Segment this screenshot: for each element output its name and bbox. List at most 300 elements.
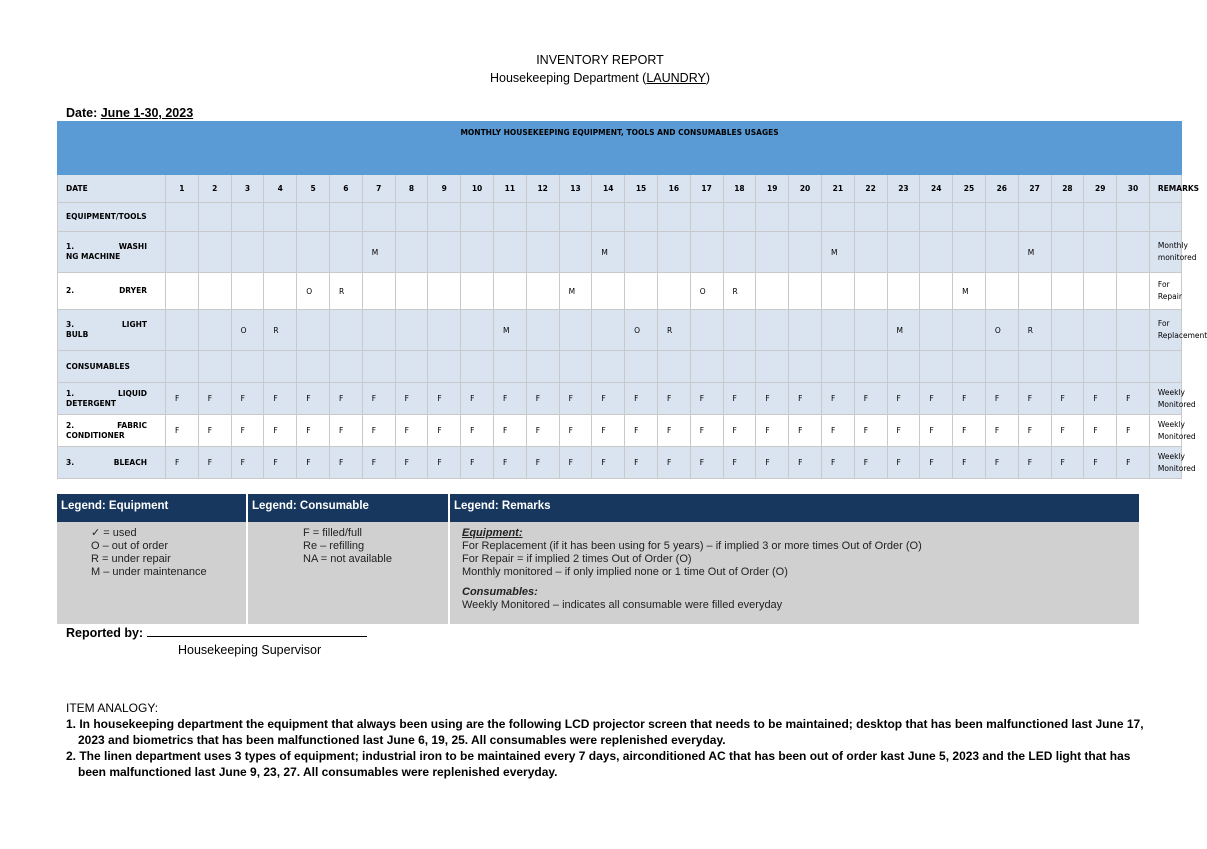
day-mark: F bbox=[723, 415, 756, 447]
table-row bbox=[58, 232, 1182, 273]
date-row bbox=[58, 175, 1182, 203]
day-mark bbox=[854, 310, 887, 351]
day-header: 14 bbox=[592, 175, 625, 203]
day-mark: F bbox=[493, 415, 526, 447]
day-header: 26 bbox=[985, 175, 1018, 203]
legend-equipment-title: Legend: Equipment bbox=[57, 494, 246, 522]
day-mark bbox=[789, 232, 822, 273]
day-mark: F bbox=[297, 447, 330, 479]
legend-item: For Repair = if implied 2 times Out of Order (O) bbox=[462, 553, 692, 565]
table-row bbox=[58, 447, 1182, 479]
day-mark: R bbox=[329, 273, 362, 310]
day-mark: F bbox=[657, 447, 690, 479]
day-mark: F bbox=[985, 383, 1018, 415]
day-mark bbox=[297, 232, 330, 273]
day-mark: F bbox=[559, 383, 592, 415]
legend-item: R = under repair bbox=[91, 553, 171, 565]
day-mark bbox=[329, 310, 362, 351]
day-mark: O bbox=[231, 310, 264, 351]
day-mark: F bbox=[297, 415, 330, 447]
day-header: 4 bbox=[264, 175, 297, 203]
day-mark bbox=[690, 310, 723, 351]
day-cell bbox=[690, 203, 723, 232]
day-mark: F bbox=[953, 447, 986, 479]
day-mark: F bbox=[985, 415, 1018, 447]
day-mark: F bbox=[1084, 415, 1117, 447]
day-cell bbox=[1117, 203, 1150, 232]
day-mark: R bbox=[657, 310, 690, 351]
legend-item: Weekly Monitored – indicates all consumable were filled everyday bbox=[462, 599, 783, 611]
day-header: 9 bbox=[428, 175, 461, 203]
day-mark: F bbox=[887, 383, 920, 415]
day-mark: F bbox=[461, 383, 494, 415]
day-mark bbox=[690, 232, 723, 273]
day-mark bbox=[297, 310, 330, 351]
day-mark bbox=[920, 310, 953, 351]
day-mark bbox=[920, 273, 953, 310]
day-mark: F bbox=[756, 415, 789, 447]
day-mark: F bbox=[756, 447, 789, 479]
day-mark bbox=[723, 310, 756, 351]
legend-consumable-title: Legend: Consumable bbox=[246, 494, 448, 522]
day-mark bbox=[854, 273, 887, 310]
day-header: 6 bbox=[329, 175, 362, 203]
item-name: 1. WASHI NG MACHINE bbox=[58, 232, 166, 273]
table-row bbox=[58, 273, 1182, 310]
day-mark bbox=[1117, 232, 1150, 273]
day-mark: F bbox=[264, 383, 297, 415]
day-mark bbox=[789, 273, 822, 310]
day-header: 12 bbox=[526, 175, 559, 203]
day-mark: R bbox=[723, 273, 756, 310]
day-cell bbox=[625, 351, 658, 383]
day-header: 8 bbox=[395, 175, 428, 203]
reported-by: Reported by: bbox=[66, 625, 367, 640]
day-mark: F bbox=[1018, 447, 1051, 479]
day-cell bbox=[428, 351, 461, 383]
day-mark: F bbox=[887, 447, 920, 479]
day-cell bbox=[756, 203, 789, 232]
day-mark bbox=[231, 273, 264, 310]
remark-cell bbox=[1149, 203, 1181, 232]
day-header: 11 bbox=[493, 175, 526, 203]
day-cell bbox=[362, 203, 395, 232]
item-name: 3. BLEACH bbox=[58, 447, 166, 479]
day-mark: F bbox=[690, 447, 723, 479]
day-cell bbox=[821, 351, 854, 383]
legend-item: For Replacement (if it has been using for 5 years) – if implied 3 or more times Out of Order (O) bbox=[462, 540, 922, 552]
day-cell bbox=[953, 351, 986, 383]
day-mark bbox=[1084, 310, 1117, 351]
day-mark: F bbox=[493, 447, 526, 479]
day-mark: F bbox=[985, 447, 1018, 479]
day-mark: F bbox=[166, 383, 199, 415]
analogy-item: 2. The linen department uses 3 types of equipment; industrial iron to be maintained every 7 days, airconditioned AC that has been out of order kast June 5, 2023 and the LED light that has been malfunctioned last June 9, 23, 27. All consumables were replenished everyday. bbox=[66, 749, 1131, 779]
day-mark: F bbox=[1018, 415, 1051, 447]
day-mark: F bbox=[723, 447, 756, 479]
day-mark: F bbox=[690, 383, 723, 415]
day-mark bbox=[1018, 273, 1051, 310]
day-mark bbox=[198, 310, 231, 351]
legend-item: Re – refilling bbox=[303, 540, 365, 552]
day-mark bbox=[1051, 273, 1084, 310]
equipment-section-row bbox=[58, 203, 1182, 232]
legend-item: Monthly monitored – if only implied none or 1 time Out of Order (O) bbox=[462, 566, 788, 578]
remark-cell: Weekly Monitored bbox=[1149, 383, 1181, 415]
day-mark bbox=[362, 273, 395, 310]
day-mark bbox=[1117, 273, 1150, 310]
day-mark: F bbox=[395, 383, 428, 415]
day-mark: F bbox=[1051, 383, 1084, 415]
legend-remarks-list bbox=[448, 522, 1139, 624]
day-mark: F bbox=[362, 415, 395, 447]
day-mark: F bbox=[428, 383, 461, 415]
day-header: 22 bbox=[854, 175, 887, 203]
day-header: 30 bbox=[1117, 175, 1150, 203]
day-mark: F bbox=[625, 383, 658, 415]
day-header: 25 bbox=[953, 175, 986, 203]
day-mark: F bbox=[854, 447, 887, 479]
day-mark bbox=[789, 310, 822, 351]
day-cell bbox=[625, 203, 658, 232]
row-label: EQUIPMENT/TOOLS bbox=[58, 203, 166, 232]
day-header: 2 bbox=[198, 175, 231, 203]
day-mark: F bbox=[953, 415, 986, 447]
legend-remarks-title: Legend: Remarks bbox=[448, 494, 1139, 522]
day-mark bbox=[493, 273, 526, 310]
day-mark: F bbox=[362, 383, 395, 415]
day-mark bbox=[887, 273, 920, 310]
legend-remarks-equipment-head: Equipment: bbox=[462, 527, 523, 539]
day-mark: F bbox=[1117, 447, 1150, 479]
table-row bbox=[58, 415, 1182, 447]
day-mark: O bbox=[985, 310, 1018, 351]
day-mark bbox=[166, 232, 199, 273]
day-mark: F bbox=[1051, 415, 1084, 447]
legend-consumable-list bbox=[246, 522, 448, 624]
consumables-section-row bbox=[58, 351, 1182, 383]
day-mark: F bbox=[625, 415, 658, 447]
day-mark: F bbox=[329, 415, 362, 447]
day-mark: R bbox=[264, 310, 297, 351]
day-mark bbox=[526, 232, 559, 273]
legend-equipment-list bbox=[57, 522, 246, 624]
day-mark bbox=[428, 232, 461, 273]
day-mark bbox=[362, 310, 395, 351]
day-cell bbox=[920, 203, 953, 232]
remark-cell bbox=[1149, 351, 1181, 383]
day-mark: F bbox=[395, 447, 428, 479]
day-mark: F bbox=[1117, 415, 1150, 447]
day-mark: F bbox=[264, 415, 297, 447]
day-mark bbox=[756, 310, 789, 351]
day-cell bbox=[297, 203, 330, 232]
day-cell bbox=[329, 351, 362, 383]
day-mark bbox=[526, 310, 559, 351]
day-header: 17 bbox=[690, 175, 723, 203]
report-title: INVENTORY REPORT bbox=[536, 53, 664, 67]
day-mark bbox=[264, 232, 297, 273]
day-cell bbox=[854, 351, 887, 383]
day-cell bbox=[166, 203, 199, 232]
table-row bbox=[58, 383, 1182, 415]
day-cell bbox=[428, 203, 461, 232]
day-mark: F bbox=[789, 447, 822, 479]
day-mark: F bbox=[1051, 447, 1084, 479]
legend-item: ✓ = used bbox=[91, 527, 137, 539]
day-mark bbox=[953, 310, 986, 351]
day-mark: M bbox=[592, 232, 625, 273]
day-header: 29 bbox=[1084, 175, 1117, 203]
day-mark: F bbox=[526, 415, 559, 447]
day-mark: F bbox=[657, 415, 690, 447]
day-cell bbox=[1018, 351, 1051, 383]
day-cell bbox=[395, 203, 428, 232]
remark-cell: Monthly monitored bbox=[1149, 232, 1181, 273]
day-mark: F bbox=[592, 383, 625, 415]
legend-remarks-consumables-head: Consumables: bbox=[462, 586, 538, 598]
item-name: 1. LIQUID DETERGENT bbox=[58, 383, 166, 415]
day-mark: M bbox=[362, 232, 395, 273]
day-header: 23 bbox=[887, 175, 920, 203]
day-cell bbox=[395, 351, 428, 383]
day-mark bbox=[625, 232, 658, 273]
day-mark: F bbox=[329, 447, 362, 479]
day-mark: F bbox=[166, 447, 199, 479]
day-mark: O bbox=[625, 310, 658, 351]
day-mark: M bbox=[821, 232, 854, 273]
day-header: 20 bbox=[789, 175, 822, 203]
day-mark: F bbox=[166, 415, 199, 447]
day-mark: F bbox=[264, 447, 297, 479]
day-header: 13 bbox=[559, 175, 592, 203]
day-mark bbox=[1051, 232, 1084, 273]
day-cell bbox=[329, 203, 362, 232]
day-mark bbox=[1117, 310, 1150, 351]
day-mark: M bbox=[953, 273, 986, 310]
day-mark: O bbox=[690, 273, 723, 310]
table-row bbox=[58, 310, 1182, 351]
day-cell bbox=[789, 203, 822, 232]
day-cell bbox=[198, 351, 231, 383]
day-mark bbox=[526, 273, 559, 310]
day-cell bbox=[854, 203, 887, 232]
day-mark bbox=[657, 273, 690, 310]
day-mark: M bbox=[559, 273, 592, 310]
day-mark: F bbox=[854, 415, 887, 447]
legend-panel bbox=[57, 494, 1139, 624]
day-mark: R bbox=[1018, 310, 1051, 351]
day-mark bbox=[985, 232, 1018, 273]
day-mark: F bbox=[526, 383, 559, 415]
day-mark: F bbox=[657, 383, 690, 415]
day-mark bbox=[166, 310, 199, 351]
day-mark bbox=[428, 310, 461, 351]
day-mark bbox=[1084, 232, 1117, 273]
day-mark bbox=[756, 232, 789, 273]
day-cell bbox=[821, 203, 854, 232]
day-cell bbox=[559, 351, 592, 383]
day-mark: F bbox=[920, 447, 953, 479]
day-cell bbox=[723, 203, 756, 232]
day-cell bbox=[493, 203, 526, 232]
day-mark: F bbox=[559, 447, 592, 479]
day-mark: F bbox=[920, 415, 953, 447]
day-cell bbox=[166, 351, 199, 383]
day-header: 5 bbox=[297, 175, 330, 203]
day-mark bbox=[461, 232, 494, 273]
day-header: 19 bbox=[756, 175, 789, 203]
day-mark: M bbox=[1018, 232, 1051, 273]
day-mark: F bbox=[821, 415, 854, 447]
table-heading: MONTHLY HOUSEKEEPING EQUIPMENT, TOOLS AND CONSUMABLES USAGES bbox=[58, 122, 1182, 175]
day-mark: F bbox=[953, 383, 986, 415]
signature-line bbox=[147, 625, 367, 637]
day-mark bbox=[625, 273, 658, 310]
day-mark bbox=[461, 310, 494, 351]
day-mark bbox=[231, 232, 264, 273]
day-cell bbox=[1051, 351, 1084, 383]
day-cell bbox=[264, 351, 297, 383]
row-label: CONSUMABLES bbox=[58, 351, 166, 383]
day-mark: F bbox=[1117, 383, 1150, 415]
day-mark: F bbox=[920, 383, 953, 415]
day-cell bbox=[461, 351, 494, 383]
day-mark bbox=[428, 273, 461, 310]
item-name: 2. FABRIC CONDITIONER bbox=[58, 415, 166, 447]
day-mark bbox=[854, 232, 887, 273]
day-header: 28 bbox=[1051, 175, 1084, 203]
day-cell bbox=[592, 203, 625, 232]
day-mark: F bbox=[756, 383, 789, 415]
day-cell bbox=[920, 351, 953, 383]
day-cell bbox=[362, 351, 395, 383]
day-mark: F bbox=[625, 447, 658, 479]
department-name: LAUNDRY bbox=[646, 71, 706, 85]
usage-table bbox=[57, 121, 1207, 479]
day-mark: O bbox=[297, 273, 330, 310]
day-cell bbox=[231, 351, 264, 383]
legend-item: F = filled/full bbox=[303, 527, 362, 539]
day-mark bbox=[559, 232, 592, 273]
day-mark: F bbox=[821, 383, 854, 415]
day-cell bbox=[887, 351, 920, 383]
day-cell bbox=[953, 203, 986, 232]
day-cell bbox=[723, 351, 756, 383]
day-header: 10 bbox=[461, 175, 494, 203]
day-header: 18 bbox=[723, 175, 756, 203]
remark-cell: Weekly Monitored bbox=[1149, 447, 1181, 479]
day-mark bbox=[559, 310, 592, 351]
day-mark bbox=[723, 232, 756, 273]
day-mark bbox=[395, 232, 428, 273]
item-name: 3. LIGHT BULB bbox=[58, 310, 166, 351]
day-mark: F bbox=[592, 415, 625, 447]
remark-cell: Weekly Monitored bbox=[1149, 415, 1181, 447]
day-cell bbox=[1084, 351, 1117, 383]
day-mark: F bbox=[789, 415, 822, 447]
day-mark bbox=[264, 273, 297, 310]
day-mark bbox=[395, 310, 428, 351]
day-header: 16 bbox=[657, 175, 690, 203]
day-mark: F bbox=[526, 447, 559, 479]
day-header: 3 bbox=[231, 175, 264, 203]
day-cell bbox=[1018, 203, 1051, 232]
day-cell bbox=[657, 351, 690, 383]
day-mark bbox=[329, 232, 362, 273]
day-mark bbox=[198, 273, 231, 310]
day-cell bbox=[559, 203, 592, 232]
day-mark: F bbox=[789, 383, 822, 415]
remarks-header: REMARKS bbox=[1149, 175, 1181, 203]
day-mark bbox=[821, 310, 854, 351]
day-mark: F bbox=[1084, 447, 1117, 479]
day-cell bbox=[592, 351, 625, 383]
report-date: Date: June 1-30, 2023 bbox=[66, 106, 194, 120]
day-mark: F bbox=[428, 415, 461, 447]
day-mark bbox=[1051, 310, 1084, 351]
remark-cell: For Replacement bbox=[1149, 310, 1181, 351]
day-cell bbox=[985, 351, 1018, 383]
day-header: 21 bbox=[821, 175, 854, 203]
day-mark: M bbox=[493, 310, 526, 351]
day-mark bbox=[756, 273, 789, 310]
day-mark: F bbox=[1084, 383, 1117, 415]
day-mark: F bbox=[198, 447, 231, 479]
day-mark: F bbox=[428, 447, 461, 479]
day-header: 1 bbox=[166, 175, 199, 203]
day-mark: F bbox=[461, 415, 494, 447]
day-mark: F bbox=[395, 415, 428, 447]
day-mark: F bbox=[690, 415, 723, 447]
day-mark: F bbox=[559, 415, 592, 447]
item-analogy bbox=[66, 700, 1156, 780]
legend-item: NA = not available bbox=[303, 553, 392, 565]
report-subtitle: Housekeeping Department (LAUNDRY) bbox=[489, 71, 711, 85]
day-cell bbox=[1117, 351, 1150, 383]
day-mark: F bbox=[231, 447, 264, 479]
day-mark bbox=[920, 232, 953, 273]
day-mark: F bbox=[821, 447, 854, 479]
day-cell bbox=[526, 351, 559, 383]
day-mark bbox=[953, 232, 986, 273]
day-cell bbox=[231, 203, 264, 232]
day-cell bbox=[690, 351, 723, 383]
remark-cell: For Repair bbox=[1149, 273, 1181, 310]
day-mark bbox=[493, 232, 526, 273]
day-cell bbox=[756, 351, 789, 383]
day-mark bbox=[592, 273, 625, 310]
day-header: 7 bbox=[362, 175, 395, 203]
day-mark: F bbox=[461, 447, 494, 479]
supervisor-label: Housekeeping Supervisor bbox=[178, 643, 322, 657]
day-mark: F bbox=[723, 383, 756, 415]
day-mark: M bbox=[887, 310, 920, 351]
day-mark bbox=[166, 273, 199, 310]
day-mark bbox=[1084, 273, 1117, 310]
day-header: 27 bbox=[1018, 175, 1051, 203]
legend-item: M – under maintenance bbox=[91, 566, 207, 578]
day-mark: F bbox=[297, 383, 330, 415]
day-mark: F bbox=[329, 383, 362, 415]
day-mark bbox=[985, 273, 1018, 310]
day-cell bbox=[264, 203, 297, 232]
day-cell bbox=[526, 203, 559, 232]
day-mark bbox=[821, 273, 854, 310]
day-cell bbox=[297, 351, 330, 383]
day-cell bbox=[1051, 203, 1084, 232]
day-cell bbox=[657, 203, 690, 232]
